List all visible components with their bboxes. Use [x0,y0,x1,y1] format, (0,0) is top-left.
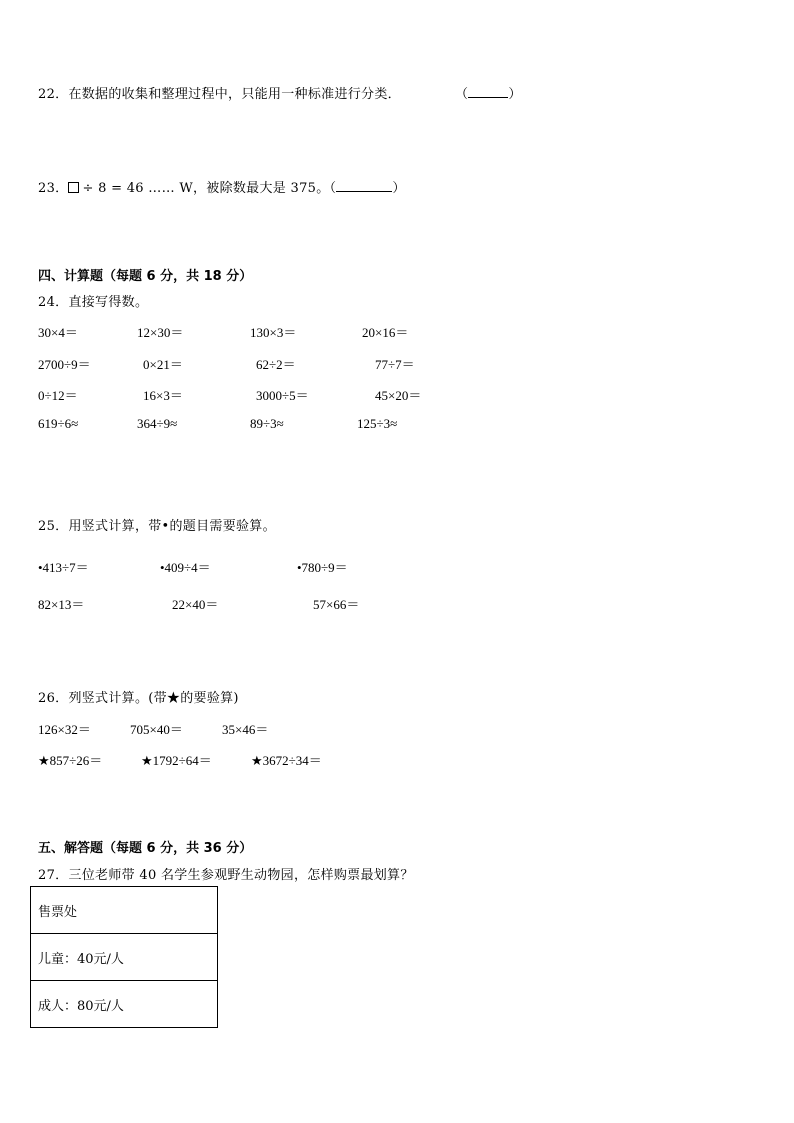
exercise-item: 125÷3≈ [357,416,398,431]
exercise-item: 30×4＝ [38,325,78,340]
table-cell: 成人：80元/人 [31,981,218,1028]
question-23: 23． ÷ 8 = 46 …… W，被除数最大是 375。（ ） [38,181,406,196]
exercise-item: •780÷9＝ [297,560,348,575]
exercise-item: 130×3＝ [250,325,297,340]
answer-blank-23[interactable] [336,179,392,192]
answer-blank-22[interactable]: （ ） [455,87,522,102]
exercise-item: 57×66＝ [313,597,360,612]
exercise-item: 22×40＝ [172,597,219,612]
ticket-price-table [30,886,218,1028]
question-27: 27．三位老师带 40 名学生参观野生动物园，怎样购票最划算？ [38,868,414,883]
exercise-item: ★1792÷64＝ [141,753,212,768]
exercise-item: 62÷2＝ [256,357,296,372]
exercise-item: •413÷7＝ [38,560,89,575]
exercise-item: 364÷9≈ [137,416,178,431]
exercise-item: ★857÷26＝ [38,753,103,768]
section-title-4: 四、计算题（每题 6 分，共 18 分） [38,269,253,284]
table-cell: 儿童：40元/人 [31,934,218,981]
exercise-item: •409÷4＝ [160,560,211,575]
exercise-item: 20×16＝ [362,325,409,340]
exercise-item: 16×3＝ [143,388,183,403]
exercise-item: 3000÷5＝ [256,388,309,403]
exercise-item: 705×40＝ [130,722,183,737]
question-26: 26．列竖式计算。(带★的要验算) [38,691,239,706]
table-cell: 售票处 [31,887,218,934]
table-row [31,934,218,981]
exercise-item: 2700÷9＝ [38,357,91,372]
exercise-item: 619÷6≈ [38,416,79,431]
exercise-item: ★3672÷34＝ [251,753,322,768]
question-25: 25．用竖式计算，带•的题目需要验算。 [38,519,276,534]
exercise-item: 45×20＝ [375,388,422,403]
exercise-item: 12×30＝ [137,325,184,340]
exercise-item: 0×21＝ [143,357,183,372]
question-22-text: 22．在数据的收集和整理过程中，只能用一种标准进行分类． [38,87,401,102]
blank-line[interactable] [468,85,508,98]
table-row [31,981,218,1028]
exercise-item: 35×46＝ [222,722,269,737]
exercise-item: 77÷7＝ [375,357,415,372]
question-24: 24．直接写得数。 [38,295,149,310]
exercise-item: 126×32＝ [38,722,91,737]
table-row [31,887,218,934]
exercise-item: 82×13＝ [38,597,85,612]
exercise-item: 0÷12＝ [38,388,78,403]
exercise-item: 89÷3≈ [250,416,284,431]
section-title-5: 五、解答题（每题 6 分，共 36 分） [38,841,253,856]
question-22 [38,83,401,102]
empty-box-icon [68,182,79,193]
